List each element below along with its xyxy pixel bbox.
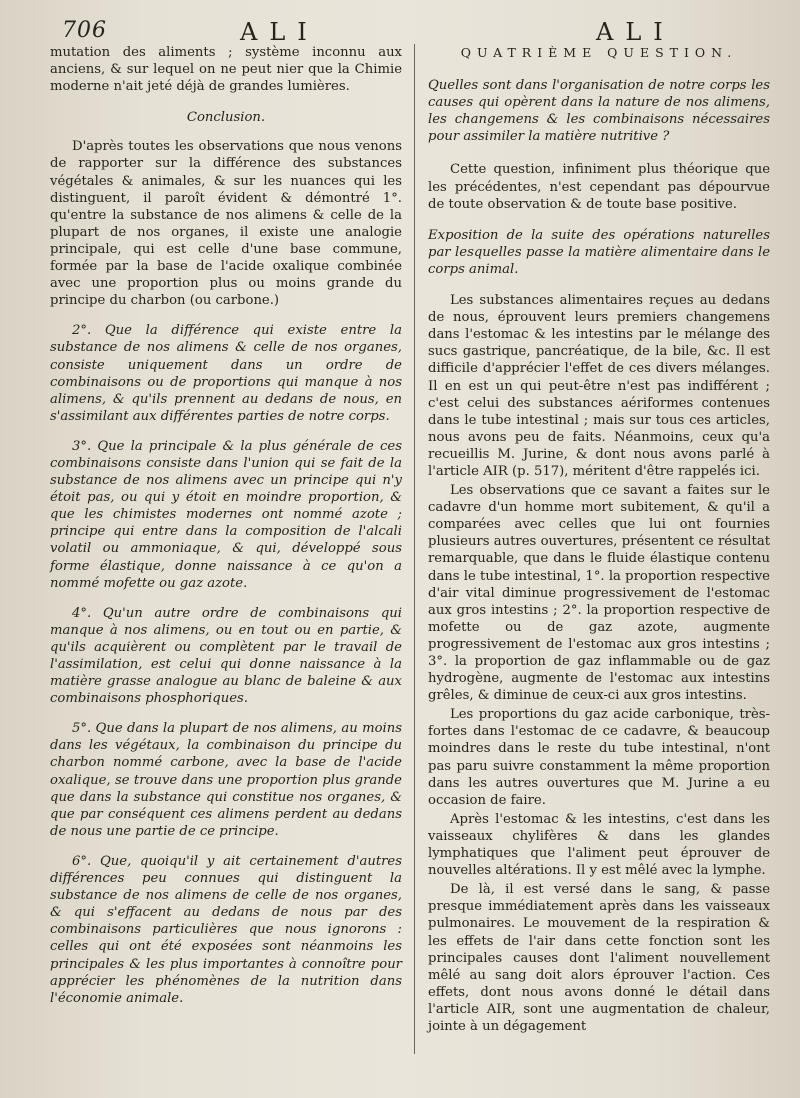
left-column xyxy=(50,44,402,1054)
paragraph: De là, il est versé dans le sang, & passe presque immédiatement après dans les vaisseaux pulmonaires. Le mouvement de la respiration & les effets de l'air dans cette fonction sont les principales causes dont l'aliment nouvellement mêlé au sang doit alors éprouver l'action. Ces effets, dont nous avons donné le détail dans l'article AIR, sont une augmentation de chaleur, jointe à un dégagement xyxy=(428,882,770,1034)
paragraph: Cette question, infiniment plus théorique que les précédentes, n'est cependant pas dépourvue de toute observation & de toute base positive. xyxy=(428,162,770,212)
paragraph: Les observations que ce savant a faites sur le cadavre d'un homme mort subitement, & qu'il a comparées avec celles que lui ont fournies plusieurs autres ouvertures, présentent ce résultat remarquable, que dans le fluide élastique contenu dans le tube intestinal, 1°. la proportion respective d'air vital diminue progressivement de l'estomac aux gros intestins ; 2°. la proportion respective de mofette ou de gaz azote, augmente progressivement de l'estomac aux gros intestins ; 3°. la proportion de gaz inflammable ou de gaz hydrogène, augmente de l'estomac aux intestins grêles, & diminue de ceux-ci aux gros intestins. xyxy=(428,483,770,704)
paragraph: 5°. Que dans la plupart de nos alimens, au moins dans les végétaux, la combinaison du principe du charbon nommé carbone, avec la base de l'acide oxalique, se trouve dans une proportion plus grande que dans la substance qui constitue nos organes, & que par conséquent ces alimens perdent au dedans de nous une partie de ce principe. xyxy=(50,721,402,839)
running-head-left: ALI xyxy=(240,18,319,46)
page-header xyxy=(50,14,770,44)
page-number: 706 xyxy=(62,18,107,43)
paragraph: D'après toutes les observations que nous venons de rapporter sur la différence des substances végétales & animales, & sur les nuances qui les distinguent, il paroît évident & démontré 1°. qu'entre la substance de nos alimens & celle de la plupart de nos organes, il existe une analogie principale, qui est celle d'une base commune, formée par la base de l'acide oxalique combinée avec une proportion plus ou moins grande du principe du charbon (ou carbone.) xyxy=(50,139,402,309)
paragraph: Les proportions du gaz acide carbonique, très-fortes dans l'estomac de ce cadavre, & beaucoup moindres dans le reste du tube intestinal, n'ont pas paru suivre constamment la même proportion dans les autres ouvertures que M. Jurine a eu occasion de faire. xyxy=(428,707,770,808)
question: Quelles sont dans l'organisation de notre corps les causes qui opèrent dans la nature de nos alimens, les changemens & les combinaisons nécessaires pour assimiler la matière nutritive ? xyxy=(428,78,770,145)
column-divider xyxy=(414,44,415,1054)
paragraph: 2°. Que la différence qui existe entre la substance de nos alimens & celle de nos organes, consiste uniquement dans un ordre de combinaisons ou de proportions qui manque à nos alimens, & qu'ils prennent au dedans de nous, en s'assimilant aux différentes parties de notre corps. xyxy=(50,323,402,424)
paragraph: Les substances alimentaires reçues au dedans de nous, éprouvent leurs premiers changemens dans l'estomac & les intestins par le mélange des sucs gastrique, pancréatique, de la bile, &c. Il est difficile d'apprécier l'effet de ces divers mélanges. Il en est un qui peut-être n'est pas indifférent ; c'est celui des substances aériformes contenues dans le tube intestinal ; mais sur tous ces articles, nous avons peu de faits. Néanmoins, ceux qu'a recueillis M. Jurine, & dont nous avons parlé à l'article AIR (p. 517), méritent d'être rappelés ici. xyxy=(428,293,770,479)
conclusion-heading: Conclusion. xyxy=(186,110,266,126)
text-columns xyxy=(50,44,770,1054)
running-head-right: ALI xyxy=(596,18,675,46)
section-title: QUATRIÈME QUESTION. xyxy=(460,45,738,60)
right-column xyxy=(428,44,770,1054)
paragraph: mutation des aliments ; système inconnu aux anciens, & sur lequel on ne peut nier que la Chimie moderne n'ait jeté déjà de grandes lumières. xyxy=(50,45,402,95)
paragraph: 4°. Qu'un autre ordre de combinaisons qui manque à nos alimens, ou en tout ou en partie, & qu'ils acquièrent ou complètent par le travail de l'assimilation, est celui qui donne naissance à la matière grasse analogue au blanc de baleine & aux combinaisons phosphoriques. xyxy=(50,605,402,707)
paragraph: Après l'estomac & les intestins, c'est dans les vaisseaux chylifères & dans les glandes lymphatiques que l'aliment peut éprouver de nouvelles altérations. Il y est mêlé avec la lymphe. xyxy=(428,811,770,879)
exposition-heading: Exposition de la suite des opérations naturelles par lesquelles passe la matière alimentaire dans le corps animal. xyxy=(428,227,770,277)
paragraph: 6°. Que, quoiqu'il y ait certainement d'autres différences peu connues qui distinguent la substance de nos alimens de celle de nos organes, & qui s'effacent au dedans de nous par des combinaisons particulières que nous ignorons : celles qui ont été exposées sont néanmoins les principales & les plus importantes à connoître pour apprécier les phénomènes de la nutrition dans l'économie animale. xyxy=(50,853,402,1006)
paragraph: 3°. Que la principale & la plus générale de ces combinaisons consiste dans l'union qui se fait de la substance de nos alimens avec un principe qui n'y étoit pas, ou qui y étoit en moindre proportion, & que les chimistes modernes ont nommé azote ; principe qui entre dans la composition de l'alcali volatil ou ammoniaque, & qui, développé sous forme élastique, donne naissance à ce qu'on a nommé mofette ou gaz azote. xyxy=(50,438,402,591)
